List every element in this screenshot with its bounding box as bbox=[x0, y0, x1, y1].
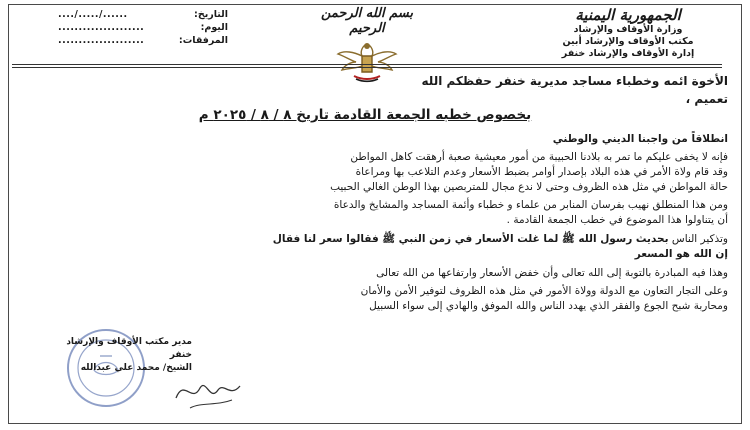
signature-title: مدير مكتب الأوقاف والإرشاد bbox=[66, 337, 192, 347]
attachments-field bbox=[28, 34, 228, 47]
paragraph-2-line: أن يتناولوا هذا الموضوع في خطب الجمعة القادمة . bbox=[506, 214, 728, 226]
date-label: التاريخ: bbox=[194, 9, 228, 20]
header-right bbox=[528, 6, 728, 60]
paragraph-3-line-1 bbox=[48, 232, 728, 247]
paragraph-5-line: وعلى التجار التعاون مع الدولة وولاة الأمور في مثل هذه الظروف لتوفير الأمن والأمان bbox=[360, 285, 728, 297]
paragraph-3 bbox=[48, 232, 728, 262]
paragraph-1-line: وقد قام ولاة الأمر في هذه البلاد بإصدار أوامر بضبط الأسعار وعدم التلاعب بها ومراعاة bbox=[355, 166, 728, 178]
paragraph-1-line: حالة المواطن في مثل هذه الظروف وحتى لا ندع مجال للمتربصين بهذا الوطن الغالي الحبيب bbox=[330, 181, 728, 193]
letter-subject: بخصوص خطبه الجمعة القادمة تاريخ ٨ / ٨ / ٢٠٢٥ م bbox=[198, 107, 532, 123]
paragraph-4: وهذا فيه المبادرة بالتوبة إلى الله تعالى وأن خفض الأسعار وارتفاعها من الله تعالى bbox=[376, 267, 728, 279]
paragraph-1-line: فإنه لا يخفى عليكم ما تمر به بلادنا الحبيبة من أمور معيشية صعبة أرهقت كاهل المواطن bbox=[350, 151, 728, 163]
signature-district: خنفر bbox=[169, 350, 192, 360]
header-divider-bottom bbox=[12, 67, 722, 68]
attachments-label: المرفقات: bbox=[178, 35, 228, 46]
attachments-value: ..................... bbox=[58, 35, 145, 46]
office-line: مكتب الأوقاف والإرشاد أبين bbox=[562, 36, 694, 47]
paragraph-5-line: ومحاربة شبح الجوع والفقر الذي يهدد الناس والله الموفق والهادي إلى سواء السبيل bbox=[369, 300, 728, 312]
intro-line: انطلاقاً من واجبنا الديني والوطني bbox=[552, 133, 728, 145]
paragraph-3-hadith: بحديث رسول الله ﷺ لما غلت الأسعار في زمن النبي ﷺ فقالوا سعر لنا فقال bbox=[272, 233, 669, 245]
paragraph-1 bbox=[48, 150, 728, 195]
paragraph-3-line-2: إن الله هو المسعر bbox=[634, 248, 728, 260]
basmala: بسم الله الرحمن الرحيم bbox=[321, 6, 413, 36]
date-field bbox=[28, 8, 228, 21]
day-field bbox=[28, 21, 228, 34]
department-line: إدارة الأوقاف والإرشاد خنفر bbox=[561, 48, 695, 59]
header-left bbox=[28, 8, 228, 47]
republic-title: الجمهورية اليمنية bbox=[575, 6, 681, 24]
signature-block bbox=[22, 336, 192, 375]
addressee: الأخوة ائمه وخطباء مساجد مديرية خنفر حفظكم الله bbox=[421, 74, 728, 88]
signature-name: الشيخ/ محمد علي عبدالله bbox=[80, 363, 192, 373]
ministry-line: وزارة الأوقاف والإرشاد bbox=[573, 24, 683, 35]
paragraph-2-line: ومن هذا المنطلق نهيب بفرسان المنابر من علماء و خطباء وأئمة المساجد والمشايخ والدعاة bbox=[333, 199, 728, 211]
date-value: ..../...../...... bbox=[58, 9, 128, 20]
paragraph-5 bbox=[48, 284, 728, 314]
day-value: ..................... bbox=[58, 22, 145, 33]
paragraph-3-normal: وتذكير الناس bbox=[668, 233, 728, 245]
header-divider-top bbox=[12, 64, 722, 65]
paragraph-2 bbox=[48, 198, 728, 228]
greeting: تعميم ، bbox=[685, 92, 728, 106]
day-label: اليوم: bbox=[200, 22, 228, 33]
